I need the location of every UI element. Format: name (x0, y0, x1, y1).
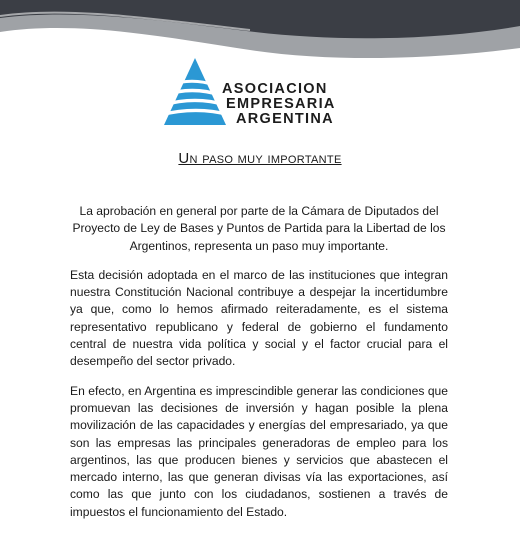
paragraph: Esta decisión adoptada en el marco de las instituciones que integran nuestra Constitución Nacional contribuye a despejar la incertidumbre ya que, como lo hemos afirmado reiteradamente, es el sistema representativo republicano y federal de gobierno el fundamento central de nuestra vida política y social y el factor crucial para el desempeño del sector privado. (70, 267, 448, 369)
document-title: Un paso muy importante (178, 150, 342, 167)
logo-line-2: EMPRESARIA (226, 96, 336, 112)
logo-wordmark (222, 82, 336, 127)
paragraph: En efecto, en Argentina es imprescindible generar las condiciones que promuevan las decisiones de inversión y hagan posible la plena movilización de las capacidades y energías del empresariado, ya que son las empresas las principales generadoras de empleo para los argentinos, las que producen bienes y servicios que abastecen el mercado interno, las que generan divisas vía las exportaciones, así como las que junto con los ciudadanos, sostienen a través de impuestos el funcionamiento del Estado. (70, 383, 448, 519)
logo-line-3: ARGENTINA (236, 111, 334, 127)
logo-line-1: ASOCIACION (222, 81, 328, 97)
paragraph: La aprobación en general por parte de la Cámara de Diputados del Proyecto de Ley de Bases y Puntos de Partida para la Libertad de los Argentinos, representa un paso muy importante. (72, 204, 446, 253)
logo-triangle-icon (160, 55, 230, 130)
document-body (70, 203, 448, 533)
aea-logo (160, 55, 350, 130)
